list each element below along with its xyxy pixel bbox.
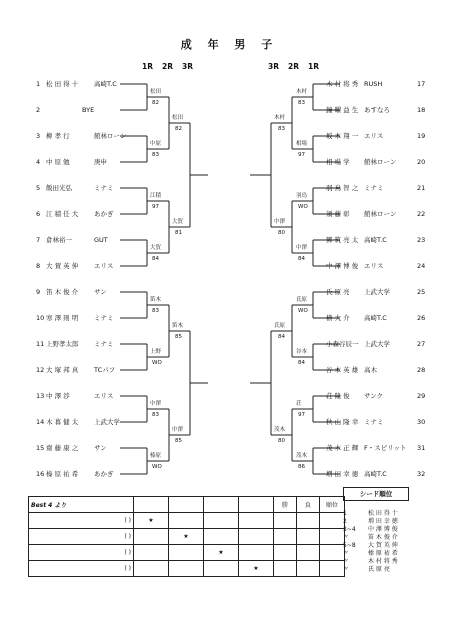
player-club: 館林ローン xyxy=(364,210,397,218)
player-number: 5 xyxy=(36,184,41,192)
player-name: 増 田 幸 徳 xyxy=(326,470,359,478)
round-label-left-1: 1R xyxy=(142,62,153,71)
player-name: 鐘 曜 益 生 xyxy=(326,106,359,114)
seed-name: 増 田 幸 徳 xyxy=(368,518,398,525)
match-winner: 茂木 xyxy=(274,427,286,433)
star-icon: ★ xyxy=(169,529,204,545)
player-number: 32 xyxy=(417,470,426,478)
match-score: 97 xyxy=(298,412,305,418)
best4-col-rank: 順位 xyxy=(320,497,345,513)
match-winner: 氏原 xyxy=(274,323,286,329)
player-name: 大 賀 英 伸 xyxy=(46,262,79,270)
player-name: 羽 鳥 智 之 xyxy=(326,184,359,192)
match-score: 83 xyxy=(298,100,305,106)
player-name: 寒 澤 則 明 xyxy=(46,314,79,322)
player-number: 26 xyxy=(417,314,426,322)
match-score: 82 xyxy=(175,126,182,132)
player-name: 柳 孝 行 xyxy=(46,132,70,140)
match-winner: 大賀 xyxy=(150,245,162,251)
match-winner: 上野 xyxy=(150,349,162,355)
player-name: 中 澤 博 俊 xyxy=(326,262,359,270)
seed-name: 木 村 将 秀 xyxy=(368,558,398,565)
player-club: 上武大学 xyxy=(94,418,120,426)
match-score: WO xyxy=(152,464,162,470)
match-winner: 谷本 xyxy=(296,349,308,355)
best4-row-label: ( ) xyxy=(29,545,134,561)
player-name: BYE xyxy=(82,106,95,114)
player-number: 19 xyxy=(417,132,426,140)
seed-header: シード順位 xyxy=(343,487,409,501)
player-club: 上武大学 xyxy=(364,340,390,348)
match-winner: 中澤 xyxy=(274,219,286,225)
match-score: WO xyxy=(152,360,162,366)
player-name: 木 暮 健 太 xyxy=(46,418,79,426)
player-number: 29 xyxy=(417,392,426,400)
match-winner: 荘 xyxy=(296,401,302,407)
player-club: F・スピリット xyxy=(364,444,407,452)
player-number: 16 xyxy=(36,470,45,478)
player-number: 9 xyxy=(36,288,41,296)
player-name: 中 原 勉 xyxy=(46,158,70,166)
player-name: 倉林裕一 xyxy=(46,236,72,244)
match-winner: 木村 xyxy=(296,89,308,95)
player-club: ミナミ xyxy=(94,340,114,348)
best4-header: Best 4 より xyxy=(29,497,134,513)
player-number: 15 xyxy=(36,444,45,452)
player-club: 高崎T.C xyxy=(94,80,117,88)
player-number: 11 xyxy=(36,340,45,348)
player-number: 25 xyxy=(417,288,426,296)
seed-rank: 3~4 xyxy=(343,526,356,533)
player-club: ミナミ xyxy=(94,314,114,322)
match-score: 83 xyxy=(152,308,159,314)
player-number: 14 xyxy=(36,418,45,426)
player-club: 上武大学 xyxy=(364,288,390,296)
match-score: 83 xyxy=(278,126,285,132)
best4-row xyxy=(29,545,345,561)
seed-name: 大 賀 英 伸 xyxy=(368,542,398,549)
player-club: エリス xyxy=(94,262,114,270)
match-score: WO xyxy=(298,308,308,314)
player-club: ミナミ xyxy=(94,184,114,192)
match-winner: 江積 xyxy=(150,193,162,199)
player-name: 飯田光弘 xyxy=(46,184,72,192)
match-score: 84 xyxy=(152,256,159,262)
player-club: 高木 xyxy=(364,366,377,374)
match-score: 84 xyxy=(298,360,305,366)
star-icon: ★ xyxy=(134,513,169,529)
best4-row-label: ( ) xyxy=(29,513,134,529)
match-score: 80 xyxy=(278,438,285,444)
seed-name: 氏 原 亮 xyxy=(368,566,390,573)
best4-row xyxy=(29,529,345,545)
player-number: 1 xyxy=(36,80,41,88)
round-label-right-2: 2R xyxy=(288,62,299,71)
player-club: サン xyxy=(94,288,107,296)
player-club: 高崎T.C xyxy=(364,236,387,244)
seed-rank: 〃 xyxy=(343,558,350,565)
player-club: あすなろ xyxy=(364,106,390,114)
player-number: 21 xyxy=(417,184,426,192)
player-club: 館林ローン xyxy=(364,158,397,166)
player-number: 27 xyxy=(417,340,426,348)
match-score: 97 xyxy=(152,204,159,210)
star-icon: ★ xyxy=(204,545,239,561)
player-club: エリス xyxy=(364,132,384,140)
player-number: 17 xyxy=(417,80,426,88)
seed-rank: 〃 xyxy=(343,534,350,541)
match-winner: 中澤 xyxy=(172,427,184,433)
match-winner: 榛原 xyxy=(150,453,162,459)
match-winner: 中澤 xyxy=(296,245,308,251)
best4-col-loss: 負 xyxy=(297,497,320,513)
match-winner: 笛木 xyxy=(150,297,162,303)
player-name: 横 大 介 xyxy=(326,314,350,322)
player-number: 10 xyxy=(36,314,45,322)
match-score: 84 xyxy=(278,334,285,340)
seed-name: 松 田 得 十 xyxy=(368,510,398,517)
seed-rank: 5~8 xyxy=(343,542,356,549)
player-club: TCパフ xyxy=(94,366,116,374)
player-club: ミナミ xyxy=(364,184,384,192)
match-score: 86 xyxy=(298,464,305,470)
player-club: エリス xyxy=(94,392,114,400)
player-name: 坂 本 翔 一 xyxy=(326,132,359,140)
match-winner: 中澤 xyxy=(150,401,162,407)
page-title: 成 年 男 子 xyxy=(180,38,279,51)
player-name: 氏 原 亮 xyxy=(326,288,350,296)
match-winner: 大賀 xyxy=(172,219,184,225)
player-number: 20 xyxy=(417,158,426,166)
match-winner: 氏原 xyxy=(296,297,308,303)
player-name: 秋 山 隆 幸 xyxy=(326,418,359,426)
round-label-left-2: 2R xyxy=(162,62,173,71)
player-number: 3 xyxy=(36,132,41,140)
best4-row-label: ( ) xyxy=(29,561,134,577)
best4-table xyxy=(28,496,345,577)
seed-rank: 2 xyxy=(343,518,347,525)
player-club: RUSH xyxy=(364,80,383,88)
seed-rank: 〃 xyxy=(343,550,350,557)
player-name: 大 塚 邦 真 xyxy=(46,366,79,374)
match-score: 83 xyxy=(152,412,159,418)
match-score: 80 xyxy=(278,230,285,236)
player-number: 8 xyxy=(36,262,41,270)
player-club: サン xyxy=(94,444,107,452)
match-score: 84 xyxy=(298,256,305,262)
match-score: 85 xyxy=(175,334,182,340)
seed-rank: 1 xyxy=(343,510,347,517)
match-winner: 中原 xyxy=(150,141,162,147)
player-name: 榛 原 祐 希 xyxy=(46,470,79,478)
match-score: 81 xyxy=(175,230,182,236)
player-club: 高崎T.C xyxy=(364,314,387,322)
match-winner: 木村 xyxy=(274,115,286,121)
player-name: 荘 隆 俊 xyxy=(326,392,350,400)
best4-row-label: ( ) xyxy=(29,529,134,545)
seed-name: 榛 原 祐 希 xyxy=(368,550,398,557)
player-name: 江 積 任 大 xyxy=(46,210,79,218)
player-number: 4 xyxy=(36,158,41,166)
match-winner: 茂木 xyxy=(296,453,308,459)
player-name: 谷 本 英 雄 xyxy=(326,366,359,374)
star-icon: ★ xyxy=(239,561,274,577)
player-name: 笛 木 俊 介 xyxy=(46,288,79,296)
player-number: 31 xyxy=(417,444,426,452)
player-number: 22 xyxy=(417,210,426,218)
player-club: 館林ローン xyxy=(94,132,127,140)
player-name: 上野孝太郎 xyxy=(46,340,79,348)
player-name: 松 田 得 十 xyxy=(46,80,79,88)
player-club: あかぎ xyxy=(94,210,114,218)
round-label-left-3: 3R xyxy=(182,62,193,71)
player-name: 齋 藤 康 之 xyxy=(46,444,79,452)
player-name: 木 村 将 秀 xyxy=(326,80,359,88)
match-score: 97 xyxy=(298,152,305,158)
match-score: 82 xyxy=(152,100,159,106)
player-number: 23 xyxy=(417,236,426,244)
player-number: 13 xyxy=(36,392,45,400)
player-club: ミナミ xyxy=(364,418,384,426)
player-club: 高崎T.C xyxy=(364,470,387,478)
match-winner: 松田 xyxy=(150,89,162,95)
best4-row xyxy=(29,561,345,577)
match-score: WO xyxy=(298,204,308,210)
player-number: 7 xyxy=(36,236,41,244)
player-club: エリス xyxy=(364,262,384,270)
player-club: あかぎ xyxy=(94,470,114,478)
player-club: 庚申 xyxy=(94,158,107,166)
seed-rank: 〃 xyxy=(343,566,350,573)
match-winner: 笛木 xyxy=(172,323,184,329)
match-score: 83 xyxy=(152,152,159,158)
player-number: 30 xyxy=(417,418,426,426)
match-score: 85 xyxy=(175,438,182,444)
best4-col-win: 勝 xyxy=(274,497,297,513)
round-label-right-1: 1R xyxy=(308,62,319,71)
player-name: 小森谷辰一 xyxy=(326,340,359,348)
player-number: 24 xyxy=(417,262,426,270)
best4-row xyxy=(29,513,345,529)
match-winner: 相場 xyxy=(296,141,308,147)
seed-name: 中 澤 博 俊 xyxy=(368,526,398,533)
player-number: 12 xyxy=(36,366,45,374)
round-label-right-3: 3R xyxy=(268,62,279,71)
player-name: 茂 木 正 輝 xyxy=(326,444,359,452)
player-name: 相 場 学 xyxy=(326,158,350,166)
player-name: 須 藤 彰 xyxy=(326,210,350,218)
seed-name: 笛 木 俊 介 xyxy=(368,534,398,541)
match-winner: 羽鳥 xyxy=(296,193,308,199)
player-club: サンク xyxy=(364,392,384,400)
player-number: 18 xyxy=(417,106,426,114)
player-club: GUT xyxy=(94,236,108,244)
player-name: 中 澤 渉 xyxy=(46,392,70,400)
player-number: 2 xyxy=(36,106,41,114)
player-number: 28 xyxy=(417,366,426,374)
player-name: 鄧 筑 亮 太 xyxy=(326,236,359,244)
player-number: 6 xyxy=(36,210,41,218)
match-winner: 松田 xyxy=(172,115,184,121)
